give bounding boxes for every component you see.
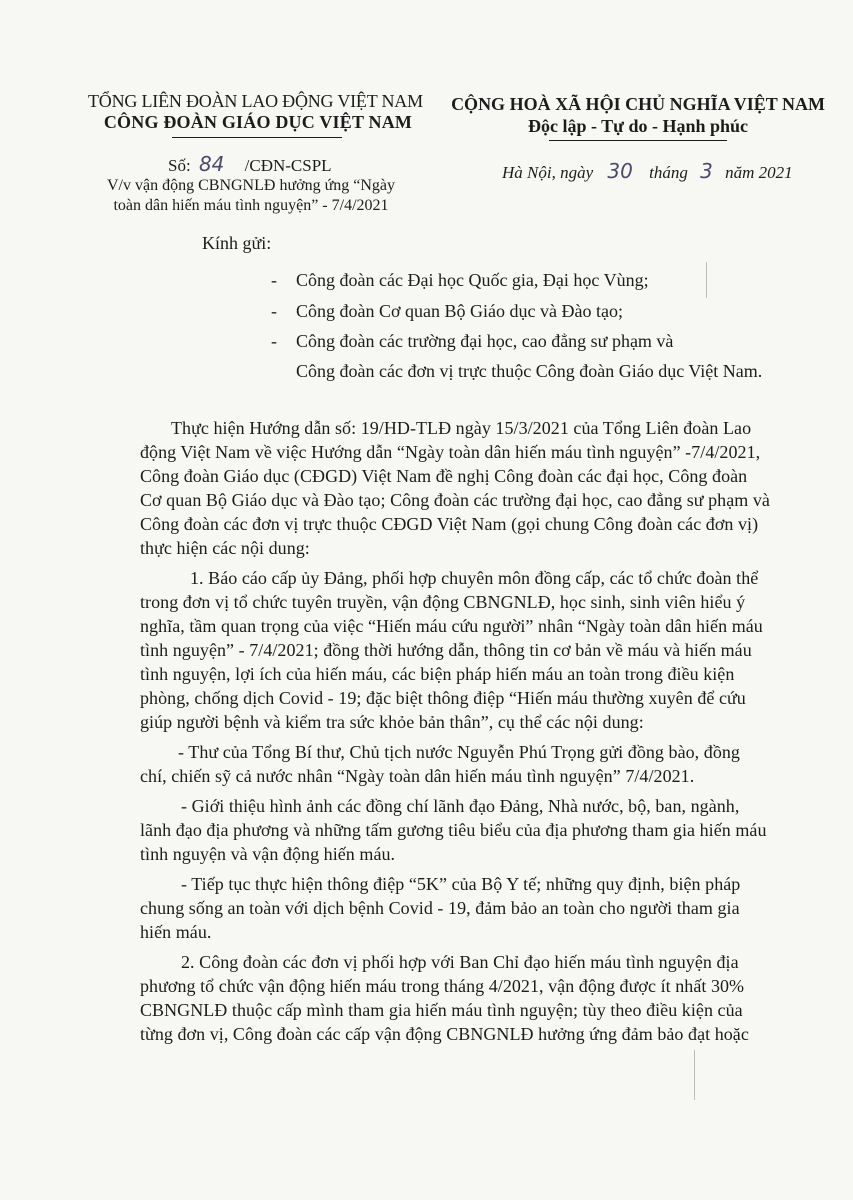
body-line: nghĩa, tầm quan trọng của việc “Hiến máu cứu người” nhân “Ngày toàn dân hiến máu — [140, 616, 763, 636]
body-line: CBNGNLĐ thuộc cấp mình tham gia hiến máu tình nguyện; tùy theo điều kiện của — [140, 1000, 743, 1020]
date-month: 3 — [700, 159, 713, 183]
doc-number-suffix: /CĐN-CSPL — [244, 156, 332, 175]
body-line: 1. Báo cáo cấp ủy Đảng, phối hợp chuyên môn đồng cấp, các tổ chức đoàn thể — [190, 568, 759, 588]
body-line: tình nguyện” - 7/4/2021; đồng thời hướng dẫn, thông tin cơ bản về máu và hiến máu — [140, 640, 752, 660]
body-line: trong đơn vị tổ chức tuyên truyền, vận động CBNGNLĐ, học sinh, sinh viên hiểu ý — [140, 592, 746, 612]
date-month-label: tháng — [649, 163, 688, 182]
doc-number-prefix: Số: — [168, 156, 191, 175]
body-line: phương tổ chức vận động hiến máu trong tháng 4/2021, vận động được ít nhất 30% — [140, 976, 745, 996]
body-line: phòng, chống dịch Covid - 19; đặc biệt thông điệp “Hiến máu thường xuyên để cứu — [140, 688, 746, 708]
body-line: Công đoàn Giáo dục (CĐGD) Việt Nam đề nghị Công đoàn các đại học, Công đoàn — [140, 466, 748, 486]
subject-line-2: toàn dân hiến máu tình nguyện” - 7/4/2021 — [113, 197, 389, 214]
body-line: 2. Công đoàn các đơn vị phối hợp với Ban Chỉ đạo hiến máu tình nguyện địa — [181, 952, 739, 972]
org-underline — [172, 137, 342, 138]
nation-title: CỘNG HOÀ XÃ HỘI CHỦ NGHĨA VIỆT NAM — [451, 94, 825, 114]
date-year: năm 2021 — [725, 163, 793, 182]
body-line: Thực hiện Hướng dẫn số: 19/HD-TLĐ ngày 15/3/2021 của Tổng Liên đoàn Lao — [171, 418, 752, 438]
body-line: Cơ quan Bộ Giáo dục và Đào tạo; Công đoàn các trường đại học, cao đẳng sư phạm và — [140, 490, 770, 510]
body-line: Công đoàn các đơn vị trực thuộc CĐGD Việt Nam (gọi chung Công đoàn các đơn vị) — [140, 514, 759, 534]
body-line: lãnh đạo địa phương và những tấm gương tiêu biểu của địa phương tham gia hiến máu — [140, 820, 767, 840]
doc-number-handwritten: 84 — [198, 152, 225, 176]
recipient-dash-2: - — [271, 301, 277, 321]
subject-line-1: V/v vận động CBNGNLĐ hưởng ứng “Ngày — [107, 177, 395, 194]
body-line: - Thư của Tổng Bí thư, Chủ tịch nước Nguyễn Phú Trọng gửi đồng bào, đồng — [178, 742, 740, 762]
recipient-dash-3: - — [271, 331, 277, 351]
body-line: tình nguyện và vận động hiến máu. — [140, 844, 396, 864]
body-line: hiến máu. — [140, 922, 212, 942]
date-line — [502, 159, 793, 183]
motto-underline — [549, 140, 727, 141]
scan-speck — [706, 262, 707, 298]
body-line: giúp người bệnh và kiểm tra sức khỏe bản thân”, cụ thể các nội dung: — [140, 712, 644, 732]
body-line: động Việt Nam về việc Hướng dẫn “Ngày toàn dân hiến máu tình nguyện” -7/4/2021, — [140, 442, 761, 462]
salutation: Kính gửi: — [202, 233, 272, 253]
recipient-2: Công đoàn Cơ quan Bộ Giáo dục và Đào tạo; — [296, 301, 623, 321]
recipient-4: Công đoàn các đơn vị trực thuộc Công đoàn Giáo dục Việt Nam. — [296, 361, 763, 381]
nation-motto: Độc lập - Tự do - Hạnh phúc — [527, 116, 749, 136]
date-day: 30 — [607, 159, 633, 183]
doc-number — [168, 152, 332, 176]
scan-speck — [694, 1050, 695, 1100]
body-line: từng đơn vị, Công đoàn các cấp vận động CBNGNLĐ hưởng ứng đảm bảo đạt hoặc — [140, 1024, 749, 1044]
body-line: chí, chiến sỹ cả nước nhân “Ngày toàn dân hiến máu tình nguyện” 7/4/2021. — [140, 766, 695, 786]
date-place: Hà Nội, ngày — [502, 163, 594, 182]
body-line: - Giới thiệu hình ảnh các đồng chí lãnh đạo Đảng, Nhà nước, bộ, ban, ngành, — [181, 796, 740, 816]
org-name: CÔNG ĐOÀN GIÁO DỤC VIỆT NAM — [103, 112, 413, 132]
body-line: - Tiếp tục thực hiện thông điệp “5K” của Bộ Y tế; những quy định, biện pháp — [181, 874, 741, 894]
org-parent: TỔNG LIÊN ĐOÀN LAO ĐỘNG VIỆT NAM — [88, 91, 423, 111]
recipient-1: Công đoàn các Đại học Quốc gia, Đại học Vùng; — [296, 270, 649, 290]
body-line: thực hiện các nội dung: — [140, 538, 310, 558]
recipient-3: Công đoàn các trường đại học, cao đẳng sư phạm và — [296, 331, 674, 351]
body-line: chung sống an toàn với dịch bệnh Covid - 19, đảm bảo an toàn cho người tham gia — [140, 898, 740, 918]
body-line: tình nguyện, lợi ích của hiến máu, các biện pháp hiến máu an toàn trong điều kiện — [140, 664, 735, 684]
recipient-dash-1: - — [271, 270, 277, 290]
